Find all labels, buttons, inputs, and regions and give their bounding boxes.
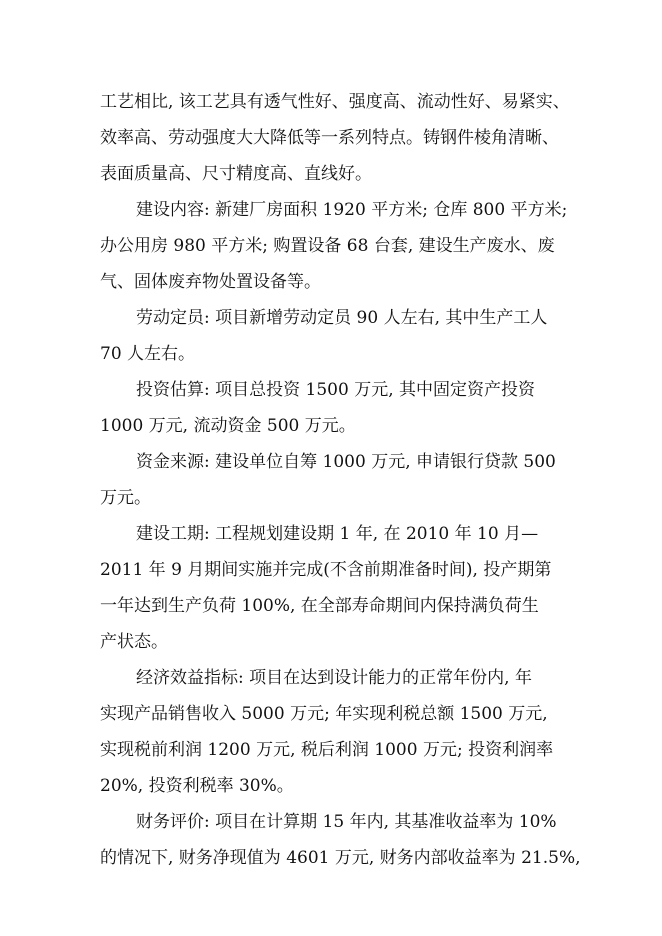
body-text-line: 办公用房 980 平方米; 购置设备 68 台套, 建设生产废水、废	[100, 236, 555, 256]
paragraph-funding-source: 资金来源: 建设单位自筹 1000 万元, 申请银行贷款 500	[136, 452, 556, 472]
body-text-line: 万元。	[100, 488, 151, 508]
body-text-line: 一年达到生产负荷 100%, 在全部寿命期间内保持满负荷生	[100, 596, 539, 616]
body-text-line: 2011 年 9 月期间实施并完成(不含前期准备时间), 投产期第	[100, 560, 552, 580]
paragraph-construction-period: 建设工期: 工程规划建设期 1 年, 在 2010 年 10 月—	[136, 524, 539, 544]
body-text-line: 效率高、劳动强度大大降低等一系列特点。铸钢件棱角清晰、	[100, 128, 559, 148]
paragraph-investment-estimate: 投资估算: 项目总投资 1500 万元, 其中固定资产投资	[136, 380, 536, 400]
body-text-line: 产状态。	[100, 632, 168, 652]
body-text-line: 气、固体废弃物处置设备等。	[100, 272, 321, 292]
body-text-line: 表面质量高、尺寸精度高、直线好。	[100, 164, 372, 184]
body-text-line: 1000 万元, 流动资金 500 万元。	[100, 416, 356, 436]
paragraph-construction-content: 建设内容: 新建厂房面积 1920 平方米; 仓库 800 平方米;	[136, 200, 568, 220]
body-text-line: 实现产品销售收入 5000 万元; 年实现利税总额 1500 万元,	[100, 704, 548, 724]
body-text-line: 20%, 投资利税率 30%。	[100, 776, 294, 796]
paragraph-economic-indicators: 经济效益指标: 项目在达到设计能力的正常年份内, 年	[136, 668, 532, 688]
body-text-line: 70 人左右。	[100, 344, 196, 364]
document-body	[100, 84, 581, 876]
body-text-line: 的情况下, 财务净现值为 4601 万元, 财务内部收益率为 21.5%,	[100, 848, 581, 868]
body-text-line: 工艺相比, 该工艺具有透气性好、强度高、流动性好、易紧实、	[100, 92, 570, 112]
paragraph-financial-evaluation: 财务评价: 项目在计算期 15 年内, 其基准收益率为 10%	[136, 812, 557, 832]
paragraph-staffing: 劳动定员: 项目新增劳动定员 90 人左右, 其中生产工人	[136, 308, 548, 328]
body-text-line: 实现税前利润 1200 万元, 税后利润 1000 万元; 投资利润率	[100, 740, 554, 760]
